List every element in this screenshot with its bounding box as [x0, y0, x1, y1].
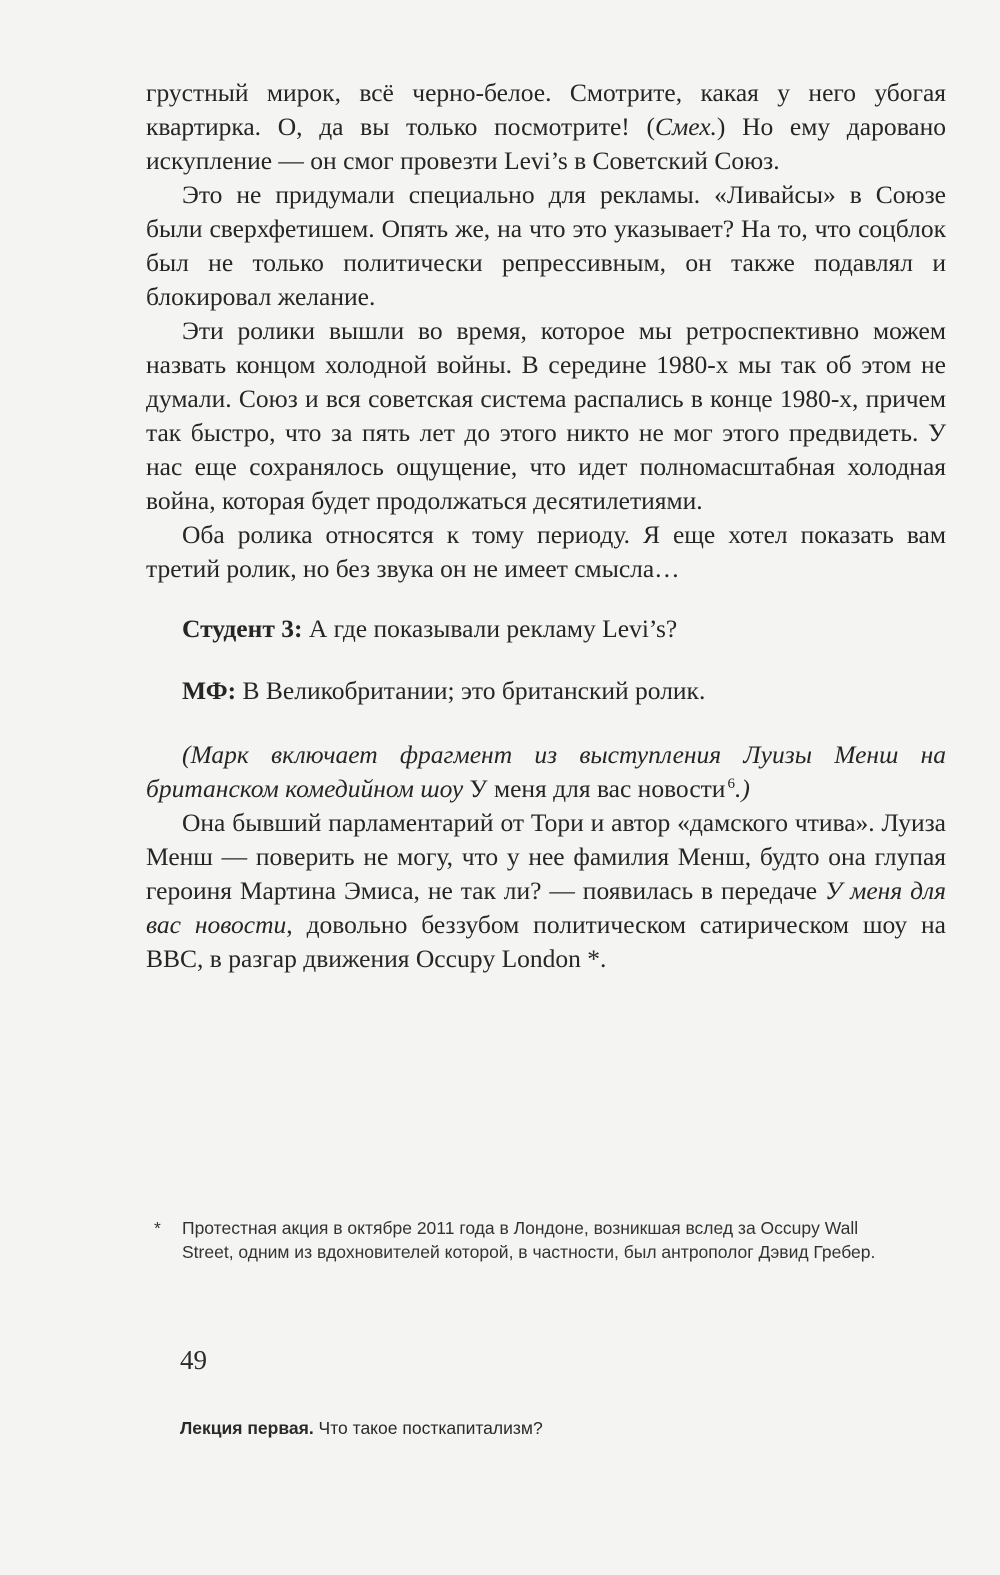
- dialogue-text: А где показывали рекламу Levi’s?: [302, 614, 678, 643]
- paragraph-2: Это не придумали специально для рекламы. «Ливайсы» в Союзе были сверхфетишем. Опять же, на что это указывает? На то, что соцблок был не только политически репрессивным, он также подавлял и блокировал желание.: [146, 180, 946, 311]
- main-text: [146, 76, 946, 976]
- stage-direction-title: У меня для вас новости: [463, 774, 726, 803]
- paragraph-5-italic: У меня для вас новости: [146, 876, 946, 939]
- paragraph-1-italic: Смех.: [654, 112, 717, 141]
- page-number: 49: [180, 1345, 207, 1375]
- paragraph-5-end: .: [600, 944, 607, 973]
- dialogue-mf: [146, 674, 946, 708]
- stage-direction: [146, 738, 946, 806]
- paragraph-4: Оба ролика относятся к тому периоду. Я еще хотел показать вам третий ролик, но без звука он не имеет смысла…: [146, 520, 946, 583]
- paragraph-5: [146, 806, 946, 976]
- dialogue-student: [146, 612, 946, 646]
- paragraph-1-rest: ) Но ему даровано искупление — он смог провезти Levi’s в Советский Союз.: [146, 112, 946, 175]
- footnote-text: Протестная акция в октябре 2011 года в Лондоне, возникшая вслед за Occupy Wall Street, одним из вдохновителей которой, в частности, был антрополог Дэвид Гребер.: [182, 1218, 876, 1262]
- running-footer-title: Что такое посткапитализм?: [313, 1418, 543, 1438]
- running-footer: [180, 1418, 543, 1439]
- paragraph-5-text-b: , довольно беззубом политическом сатирическом шоу на BBC, в разгар движения Occupy London: [146, 910, 946, 973]
- footnote: [154, 1216, 902, 1264]
- paragraph-5-text-a: Она бывший парламентарий от Тори и автор «дамского чтива». Луиза Менш — поверить не могу, что у нее фамилия Менш, будто она глупая героиня Мартина Эмиса, не так ли? — появилась в передаче: [146, 808, 946, 905]
- dialogue-text: В Великобритании; это британский ролик.: [236, 676, 706, 705]
- paragraph-1: [146, 76, 946, 178]
- stage-direction-close: .): [734, 774, 750, 803]
- paragraph-1-text: грустный мирок, всё черно-белое. Смотрите, какая у него убогая квартирка. О, да вы только посмотрите! (: [146, 78, 946, 141]
- paragraph-3: Эти ролики вышли во время, которое мы ретроспективно можем назвать концом холодной войны. В середине 1980-х мы так об этом не думали. Союз и вся советская система распались в конце 1980-х, причем так быстро, что за пять лет до этого никто не мог этого предвидеть. У нас еще сохранялось ощущение, что идет полномасштабная холодная война, которая будет продолжаться десятилетиями.: [146, 316, 946, 515]
- note-reference: 6: [727, 775, 735, 792]
- stage-direction-italic: (Марк включает фрагмент из выступления Луизы Менш на британском комедийном шоу: [146, 740, 946, 803]
- running-footer-bold: Лекция первая.: [180, 1418, 314, 1438]
- footnote-marker: *: [580, 944, 601, 973]
- speaker-label: МФ:: [182, 676, 237, 705]
- footnote-mark: *: [154, 1218, 161, 1238]
- speaker-label: Студент 3:: [182, 614, 303, 643]
